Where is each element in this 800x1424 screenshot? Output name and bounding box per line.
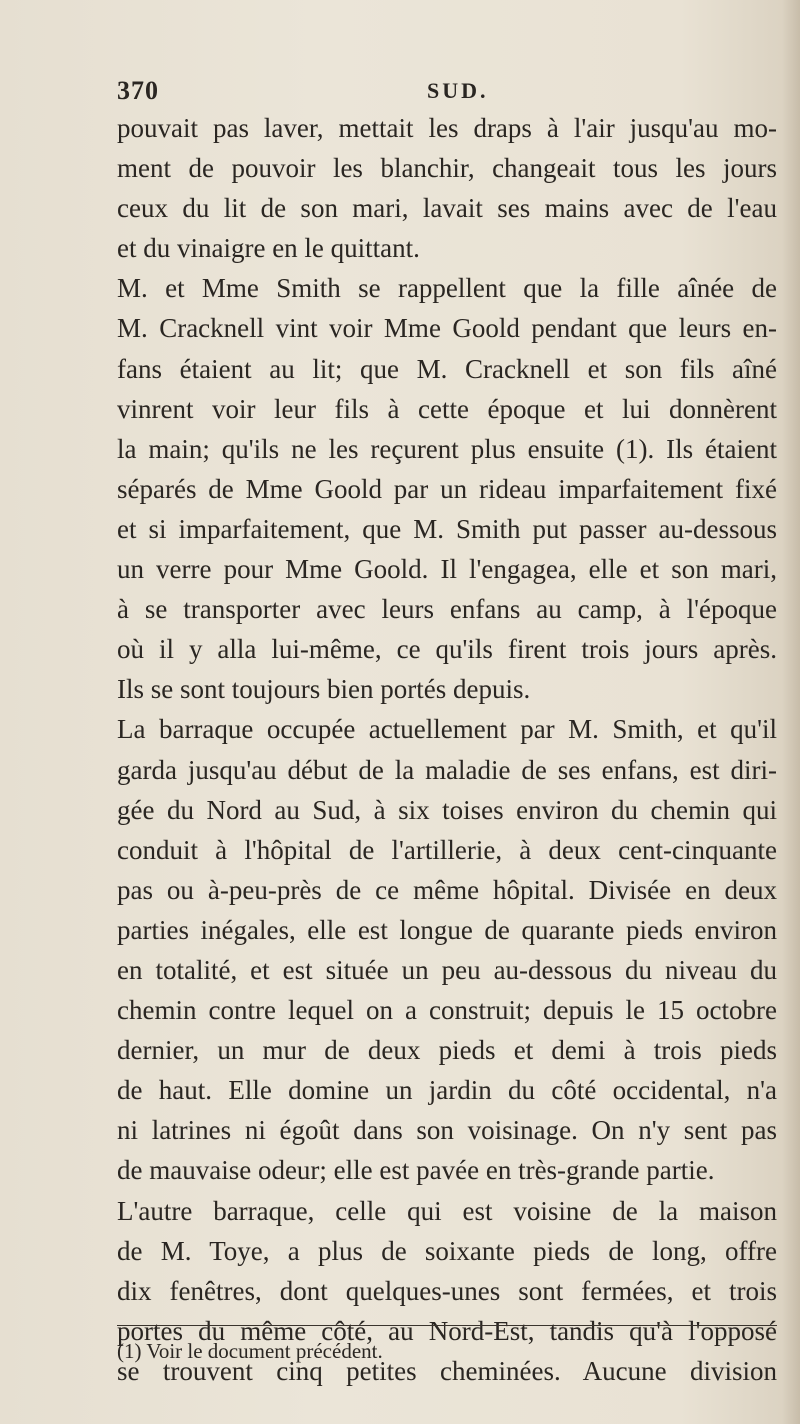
text-line: ment de pouvoir les blanchir, changeait tous les jours xyxy=(117,153,777,184)
text-line: un verre pour Mme Goold. Il l'engagea, elle et son mari, xyxy=(117,554,777,585)
page-edge-shadow xyxy=(782,0,800,1424)
text-line: ceux du lit de son mari, lavait ses mains avec de l'eau xyxy=(117,193,777,224)
text-line: dix fenêtres, dont quelques-unes sont fermées, et trois xyxy=(117,1275,777,1306)
text-line: pouvait pas laver, mettait les draps à l'air jusqu'au mo- xyxy=(117,113,777,143)
text-line: Ils se sont toujours bien portés depuis. xyxy=(117,674,531,705)
text-line: la main; qu'ils ne les reçurent plus ensuite (1). Ils étaient xyxy=(117,433,777,464)
text-line: L'autre barraque, celle qui est voisine de la maison xyxy=(117,1195,777,1226)
running-head xyxy=(117,76,777,110)
text-line: de mauvaise odeur; elle est pavée en très-grande partie. xyxy=(117,1155,715,1186)
running-title: SUD. xyxy=(427,78,489,103)
text-line: parties inégales, elle est longue de quarante pieds environ xyxy=(117,914,777,945)
text-line: vinrent voir leur fils à cette époque et lui donnèrent xyxy=(117,393,777,424)
text-line: se trouvent cinq petites cheminées. Aucune division xyxy=(117,1355,777,1386)
text-line: La barraque occupée actuellement par M. Smith, et qu'il xyxy=(117,714,777,745)
text-line: dernier, un mur de deux pieds et demi à trois pieds xyxy=(117,1035,777,1066)
text-line: en totalité, et est située un peu au-dessous du niveau du xyxy=(117,954,777,985)
body-text xyxy=(117,108,777,1391)
text-line: pas ou à-peu-près de ce même hôpital. Divisée en deux xyxy=(117,874,777,905)
text-line: et du vinaigre en le quittant. xyxy=(117,233,420,264)
footnote-rule xyxy=(117,1325,777,1326)
text-line: de M. Toye, a plus de soixante pieds de long, offre xyxy=(117,1235,777,1266)
text-line: à se transporter avec leurs enfans au camp, à l'époque xyxy=(117,594,777,625)
text-line: M. Cracknell vint voir Mme Goold pendant que leurs en- xyxy=(117,313,777,344)
text-line: gée du Nord au Sud, à six toises environ du chemin qui xyxy=(117,794,777,825)
text-line: conduit à l'hôpital de l'artillerie, à deux cent-cinquante xyxy=(117,834,777,865)
text-line: portes du même côté, au Nord-Est, tandis qu'à l'opposé xyxy=(117,1315,777,1346)
footnote: (1) Voir le document précédent. xyxy=(117,1339,383,1363)
text-line: M. et Mme Smith se rappellent que la fille aînée de xyxy=(117,273,777,304)
text-line: garda jusqu'au début de la maladie de ses enfans, est diri- xyxy=(117,754,777,785)
text-line: séparés de Mme Goold par un rideau imparfaitement fixé xyxy=(117,473,777,504)
text-line: chemin contre lequel on a construit; depuis le 15 octobre xyxy=(117,995,777,1026)
text-line: où il y alla lui-même, ce qu'ils firent trois jours après. xyxy=(117,634,777,665)
text-line: et si imparfaitement, que M. Smith put passer au-dessous xyxy=(117,513,777,544)
page-number: 370 xyxy=(117,76,159,105)
text-line: ni latrines ni égoût dans son voisinage. On n'y sent pas xyxy=(117,1115,777,1146)
text-line: fans étaient au lit; que M. Cracknell et son fils aîné xyxy=(117,353,777,384)
text-line: de haut. Elle domine un jardin du côté occidental, n'a xyxy=(117,1075,777,1106)
